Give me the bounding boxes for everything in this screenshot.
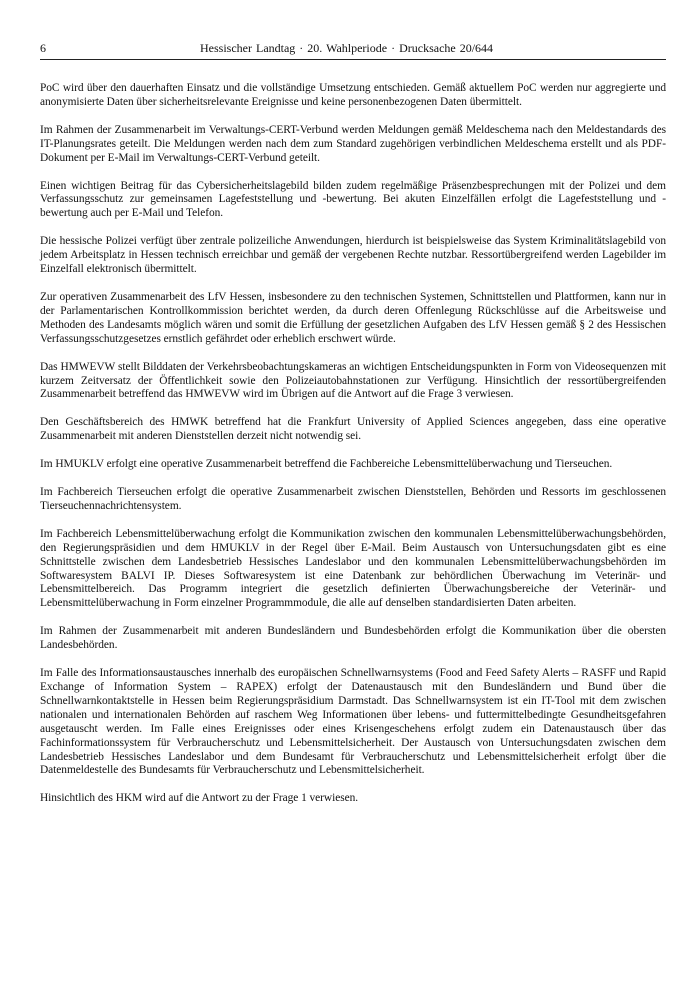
paragraph: Im Rahmen der Zusammenarbeit im Verwaltungs-CERT-Verbund werden Meldungen gemäß Meldeschema nach den Meldestandards des IT-Planungsrates geteilt. Die Meldungen werden nach dem zum Standard zugehörigen verbindlichen Meldeschema erstellt und als PDF-Dokument per E-Mail im Verwaltungs-CERT-Verbund geteilt. bbox=[40, 123, 666, 164]
paragraph: Den Geschäftsbereich des HMWK betreffend hat die Frankfurt University of Applied Sciences angegeben, dass eine operative Zusammenarbeit mit anderen Dienststellen derzeit nicht notwendig sei. bbox=[40, 416, 666, 443]
paragraph: PoC wird über den dauerhaften Einsatz und die vollständige Umsetzung entschieden. Gemäß aktuellem PoC werden nur aggregierte und anonymisierte Daten über sicherheitsrelevante Ereignisse und keine personenbezogenen Daten übermittelt. bbox=[40, 82, 666, 108]
paragraph: Im Falle des Informationsaustausches innerhalb des europäischen Schnellwarnsystems (Food and Feed Safety Alerts – RASFF und Rapid Exchange of Information System – RAPEX) erfolgt der Datenaustausch mit den Bundesländern und Bund über die Schnellwarnkontaktstelle in Hessen beim Regierungspräsidium Darmstadt. Das Schnellwarnsystem ist ein IT-Tool mit dem zwischen nationalen und internationalen Behörden auf raschem Weg Informationen über lebens- und futtermittelbedingte Gesundheitsgefahren ausgetauscht werden. Im Falle eines Ereignisses oder eines Krisengeschehens erfolgt zudem ein Datenaustausch über das Fachinformationssystem für Verbraucherschutz und Lebensmittelsicherheit. Der Austausch von Untersuchungsdaten zwischen dem Landesbetrieb Hessisches Landeslabor und dem Bundesamt für Verbraucherschutz und Lebensmittelsicherheit erfolgt über die Datenmeldestelle des Bundesamts für Verbraucherschutz und Lebensmittelsicherheit. bbox=[40, 667, 666, 777]
paragraph: Im Fachbereich Tierseuchen erfolgt die operative Zusammenarbeit zwischen Dienststellen, Behörden und Ressorts im geschlossenen Tierseuchennachrichtensystem. bbox=[40, 486, 666, 512]
header-title: Hessischer Landtag · 20. Wahlperiode · Drucksache 20/644 bbox=[200, 41, 494, 55]
paragraph: Die hessische Polizei verfügt über zentrale polizeiliche Anwendungen, hierdurch ist beispielsweise das System Kriminalitätslagebild von jedem Arbeitsplatz in Hessen technisch erreichbar und gemäß der vergebenen Rechte nutzbar. Ressortübergreifend werden Lagebilder im Einzelfall elektronisch übermittelt. bbox=[40, 235, 666, 276]
paragraph: Einen wichtigen Beitrag für das Cybersicherheitslagebild bilden zudem regelmäßige Präsenzbesprechungen mit der Polizei und dem Verfassungsschutz zur gemeinsamen Lagefeststellung und -bewertung. Bei akuten Einzelfällen erfolgt die Lagefeststellung und -bewertung auch per E-Mail und Telefon. bbox=[40, 179, 666, 220]
paragraph: Im Rahmen der Zusammenarbeit mit anderen Bundesländern und Bundesbehörden erfolgt die Kommunikation über die obersten Landesbehörden. bbox=[40, 625, 666, 652]
page-number: 6 bbox=[40, 41, 46, 55]
paragraph: Hinsichtlich des HKM wird auf die Antwort zu der Frage 1 verwiesen. bbox=[40, 792, 359, 805]
paragraph: Im Fachbereich Lebensmittelüberwachung erfolgt die Kommunikation zwischen den kommunalen Lebensmittelüberwachungsbehörden, den Regierungspräsidien und dem HMUKLV in der Regel über E-Mail. Beim Austausch von Untersuchungsdaten gibt es eine Schnittstelle zwischen dem Landesbetrieb Hessisches Landeslabor und den kommunalen Lebensmittelüberwachungsbehörden im Softwaresystem BALVI IP. Dieses Softwaresystem ist eine Datenbank zur behördlichen Überwachung im Veterinär- und Lebensmittelbereich. Das Programm integriert die gesetzlich definierten Überwachungsbereiche der Veterinär- und Lebensmittelüberwachung in Form einzelner Programmmodule, die alle auf denselben standardisierten Daten arbeiten. bbox=[40, 527, 666, 610]
page-header bbox=[40, 40, 666, 60]
paragraph: Das HMWEVW stellt Bilddaten der Verkehrsbeobachtungskameras an wichtigen Entscheidungspunkten in Form von Videosequenzen mit kurzem Zeitversatz der Öffentlichkeit sowie den Polizeiautobahnstationen zur Verfügung. Hinsichtlich der ressortübergreifenden Zusammenarbeit betreffend das HMWEVW wird im Übrigen auf die Antwort auf die Frage 3 verwiesen. bbox=[40, 360, 666, 401]
paragraph: Zur operativen Zusammenarbeit des LfV Hessen, insbesondere zu den technischen Systemen, Schnittstellen und Plattformen, kann nur in der Parlamentarischen Kontrollkommission berichtet werden, da durch deren Offenlegung Rückschlüsse auf die Arbeitsweise und Methoden des Landesamts möglich wären und somit die Erfüllung der gesetzlichen Aufgaben des LfV Hessen gemäß § 2 des Hessischen Verfassungsschutzgesetzes ernstlich gefährdet oder erheblich erschwert würde. bbox=[40, 290, 666, 345]
document-body bbox=[40, 82, 666, 820]
paragraph: Im HMUKLV erfolgt eine operative Zusammenarbeit betreffend die Fachbereiche Lebensmittelüberwachung und Tierseuchen. bbox=[40, 458, 613, 471]
